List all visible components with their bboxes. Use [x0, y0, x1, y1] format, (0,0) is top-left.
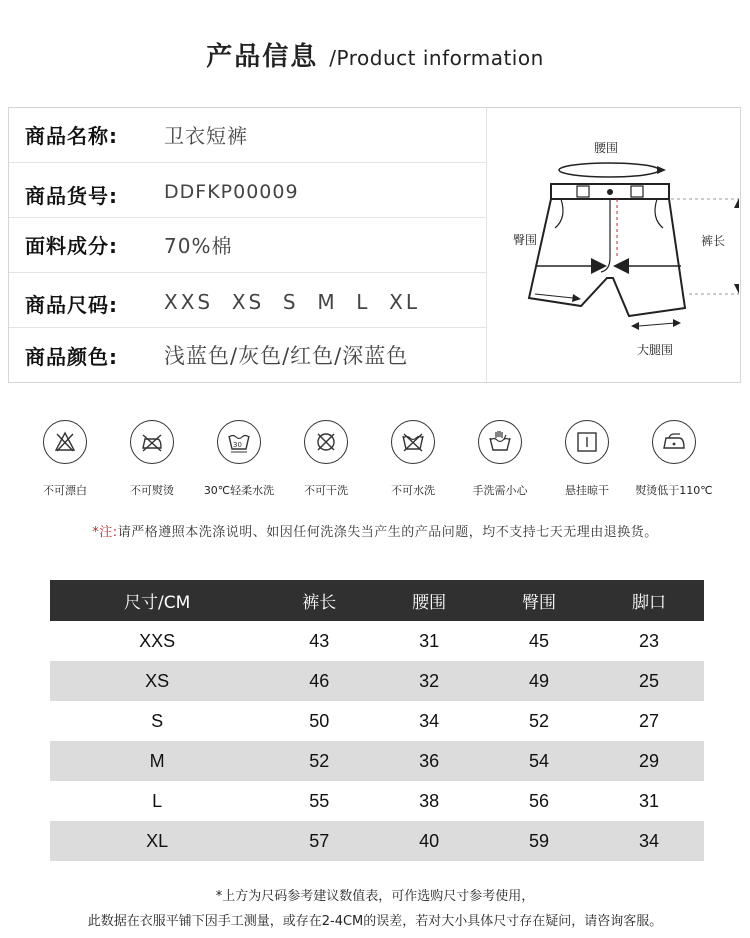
header-length: 裤长 — [264, 580, 374, 621]
waist-arrow — [657, 166, 666, 174]
care-label: 不可熨烫 — [130, 484, 174, 497]
cell-hip: 54 — [484, 741, 594, 781]
table-row — [50, 661, 704, 701]
cell-waist: 34 — [374, 701, 484, 741]
header-size: 尺寸/CM — [50, 580, 264, 621]
cell-size: XXS — [50, 621, 264, 661]
iron-low-icon — [652, 420, 696, 464]
care-label: 不可水洗 — [391, 484, 435, 497]
hang-dry-icon — [565, 420, 609, 464]
info-value: XXS XS S M L XL — [164, 290, 421, 314]
table-row — [50, 741, 704, 781]
care-item-no-dry-clean — [281, 420, 371, 498]
care-instructions — [0, 420, 750, 500]
info-divider — [486, 108, 487, 382]
care-label: 30℃轻柔水洗 — [203, 484, 275, 497]
cell-leg-opening: 25 — [594, 661, 704, 701]
header-hip: 臀围 — [484, 580, 594, 621]
fly-seam — [601, 199, 610, 272]
cell-hip: 56 — [484, 781, 594, 821]
cell-length: 52 — [264, 741, 374, 781]
cell-waist: 36 — [374, 741, 484, 781]
cell-size: L — [50, 781, 264, 821]
info-row-name — [9, 108, 486, 163]
cell-size: XS — [50, 661, 264, 701]
svg-text:30: 30 — [233, 441, 242, 449]
thigh-arrow-left — [631, 322, 639, 330]
waist-label: 腰围 — [594, 141, 619, 155]
hip-arrow-right — [613, 258, 629, 274]
size-table — [50, 580, 704, 861]
care-label: 不可漂白 — [43, 484, 87, 497]
care-item-hand-wash — [455, 420, 545, 498]
info-label: 面料成分: — [25, 234, 118, 258]
cell-waist: 31 — [374, 621, 484, 661]
info-value: 卫衣短裤 — [164, 124, 248, 148]
care-item-no-iron — [107, 420, 197, 498]
product-info-list — [9, 108, 486, 382]
cell-leg-opening: 23 — [594, 621, 704, 661]
footnote-line-1: *上方为尺码参考建议数值表，可作选购尺寸参考使用， — [215, 889, 535, 904]
no-wash-icon — [391, 420, 435, 464]
care-label: 熨烫低于110℃ — [635, 484, 713, 497]
no-iron-icon — [130, 420, 174, 464]
care-label: 不可干洗 — [304, 484, 348, 497]
care-label: 手洗需小心 — [472, 484, 528, 497]
info-row-fabric — [9, 218, 486, 273]
shorts-outline — [529, 199, 685, 316]
cell-leg-opening: 31 — [594, 781, 704, 821]
table-row — [50, 821, 704, 861]
gentle-wash-30-icon — [217, 420, 261, 464]
cell-waist: 38 — [374, 781, 484, 821]
care-label: 悬挂晾干 — [565, 484, 609, 497]
cell-leg-opening: 27 — [594, 701, 704, 741]
hip-arrow-left — [591, 258, 607, 274]
thigh-arrow-right — [673, 319, 681, 327]
cell-hip: 45 — [484, 621, 594, 661]
length-label: 裤长 — [701, 234, 726, 248]
care-item-gentle-wash — [194, 420, 284, 498]
hand-wash-icon — [478, 420, 522, 464]
cell-leg-opening: 29 — [594, 741, 704, 781]
cell-waist: 32 — [374, 661, 484, 701]
cell-hip: 52 — [484, 701, 594, 741]
title-cn: 产品信息 — [206, 42, 319, 72]
cell-length: 50 — [264, 701, 374, 741]
leg-arrow — [572, 294, 581, 302]
cell-hip: 49 — [484, 661, 594, 701]
waist-loop — [559, 163, 659, 177]
care-item-no-bleach — [20, 420, 110, 498]
pocket-right — [655, 199, 663, 228]
header-waist: 腰围 — [374, 580, 484, 621]
table-row — [50, 701, 704, 741]
care-item-hang-dry — [542, 420, 632, 498]
info-value: 浅蓝色/灰色/红色/深蓝色 — [164, 344, 409, 368]
note-prefix: *注: — [92, 525, 118, 540]
care-item-no-wash — [368, 420, 458, 498]
cell-size: S — [50, 701, 264, 741]
cell-size: XL — [50, 821, 264, 861]
button-icon — [607, 189, 613, 195]
cell-length: 46 — [264, 661, 374, 701]
shorts-measurement-diagram — [489, 108, 739, 382]
info-row-sizes — [9, 273, 486, 328]
cell-length: 43 — [264, 621, 374, 661]
info-label: 商品货号: — [25, 184, 118, 208]
cell-length: 55 — [264, 781, 374, 821]
table-row — [50, 621, 704, 661]
info-value: DDFKP00009 — [164, 181, 299, 203]
belt-loop — [577, 186, 589, 197]
info-row-sku — [9, 163, 486, 218]
footnote-line-2: 此数据在衣服平铺下因手工测量，或存在2-4CM的误差，若对大小具体尺寸存在疑问，请咨询客服。 — [87, 914, 663, 929]
info-label: 商品颜色: — [25, 345, 118, 369]
section-title — [0, 36, 750, 73]
cell-length: 57 — [264, 821, 374, 861]
length-arrow-up — [734, 196, 739, 208]
pocket-left — [555, 199, 563, 228]
info-label: 商品名称: — [25, 124, 118, 148]
leg-line — [535, 294, 573, 298]
cell-hip: 59 — [484, 821, 594, 861]
size-table-header — [50, 580, 704, 621]
cell-leg-opening: 34 — [594, 821, 704, 861]
table-row — [50, 781, 704, 821]
info-label: 商品尺码: — [25, 293, 118, 317]
shorts-diagram-svg — [489, 108, 739, 382]
info-value: 70%棉 — [164, 234, 233, 258]
hip-label: 臀围 — [513, 233, 538, 247]
belt-loop — [631, 186, 643, 197]
no-bleach-icon — [43, 420, 87, 464]
product-info-box — [8, 107, 741, 383]
note-text: 请严格遵照本洗涤说明、如因任何洗涤失当产生的产品问题，均不支持七天无理由退换货。 — [117, 525, 658, 540]
info-row-colors — [9, 328, 486, 383]
thigh-label: 大腿围 — [637, 343, 674, 357]
cell-waist: 40 — [374, 821, 484, 861]
care-note — [0, 521, 750, 540]
no-dry-clean-icon — [304, 420, 348, 464]
care-item-iron-low — [629, 420, 719, 498]
header-leg-opening: 脚口 — [594, 580, 704, 621]
title-en: /Product information — [329, 46, 544, 70]
cell-size: M — [50, 741, 264, 781]
thigh-line — [639, 323, 675, 326]
